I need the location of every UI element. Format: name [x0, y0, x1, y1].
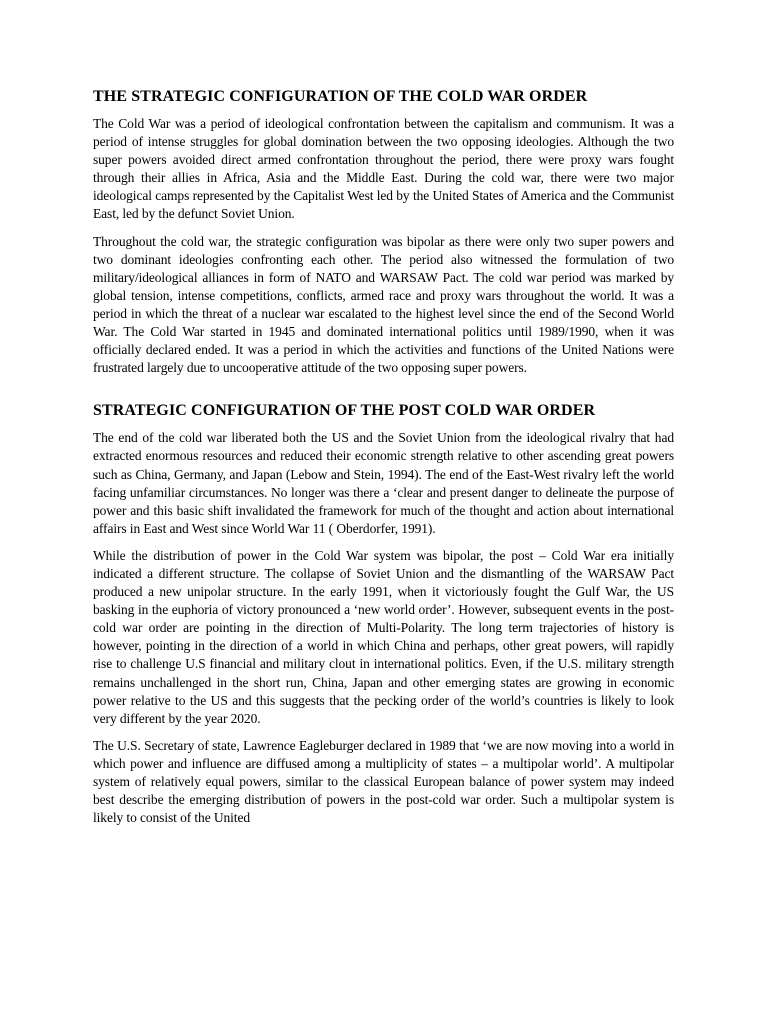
paragraph: The end of the cold war liberated both the US and the Soviet Union from the ideological rivalry that had extracted enormous resources and reduced their economic strength relative to other ascending great powers such as China, Germany, and Japan (Lebow and Stein, 1994). The end of the East-West rivalry left the world facing unfamiliar circumstances. No longer was there a ‘clear and present danger to delineate the purpose of power and this basic shift invalidated the framework for much of the thought and action about international affairs in East and West since World War 11 ( Oberdorfer, 1991).: [93, 430, 674, 536]
section-heading-cold-war-order: THE STRATEGIC CONFIGURATION OF THE COLD WAR ORDER: [93, 88, 588, 105]
paragraph: Throughout the cold war, the strategic configuration was bipolar as there were only two super powers and two dominant ideologies confronting each other. The period also witnessed the formulation of two military/ideological alliances in form of NATO and WARSAW Pact. The cold war period was marked by global tension, intense competitions, conflicts, armed race and proxy wars throughout the world. It was a period in which the threat of a nuclear war escalated to the highest level since the end of the Second World War. The Cold War started in 1945 and dominated international politics until 1989/1990, when it was officially declared ended. It was a period in which the activities and functions of the United Nations were frustrated largely due to uncooperative attitude of the two opposing super powers.: [93, 233, 674, 376]
paragraph: The Cold War was a period of ideological confrontation between the capitalism and communism. It was a period of intense struggles for global domination between the two opposing ideologies. Although the two super powers avoided direct armed confrontation throughout the period, there were proxy wars fought through their allies in Africa, Asia and the Middle East. During the cold war, there were two major ideological camps represented by the Capitalist West led by the United States of America and the Communist East, led by the defunct Soviet Union.: [93, 116, 674, 222]
paragraph: The U.S. Secretary of state, Lawrence Eagleburger declared in 1989 that ‘we are now moving into a world in which power and influence are diffused among a multiplicity of states – a multipolar world’. A multipolar system of relatively equal powers, similar to the classical European balance of power system may indeed best describe the emerging distribution of powers in the post-cold war order. Such a multipolar system is likely to consist of the United: [93, 737, 674, 826]
paragraph: While the distribution of power in the Cold War system was bipolar, the post – Cold War era initially indicated a different structure. The collapse of Soviet Union and the dismantling of the WARSAW Pact produced a new unipolar structure. In the early 1991, when it victoriously fought the Gulf War, the US basking in the euphoria of victory pronounced a ‘new world order’. However, subsequent events in the post-cold war order are pointing in the direction of Multi-Polarity. The long term trajectories of history is however, pointing in the direction of a world in which China and perhaps, other great powers, will rapidly rise to challenge U.S financial and military clout in international politics. Even, if the U.S. military strength remains unchallenged in the short run, China, Japan and other emerging states are growing in economic power relative to the US and this suggests that the pecking order of the world’s countries is likely to look very different by the year 2020.: [93, 547, 674, 726]
section-heading-post-cold-war-order: STRATEGIC CONFIGURATION OF THE POST COLD WAR ORDER: [93, 402, 596, 420]
